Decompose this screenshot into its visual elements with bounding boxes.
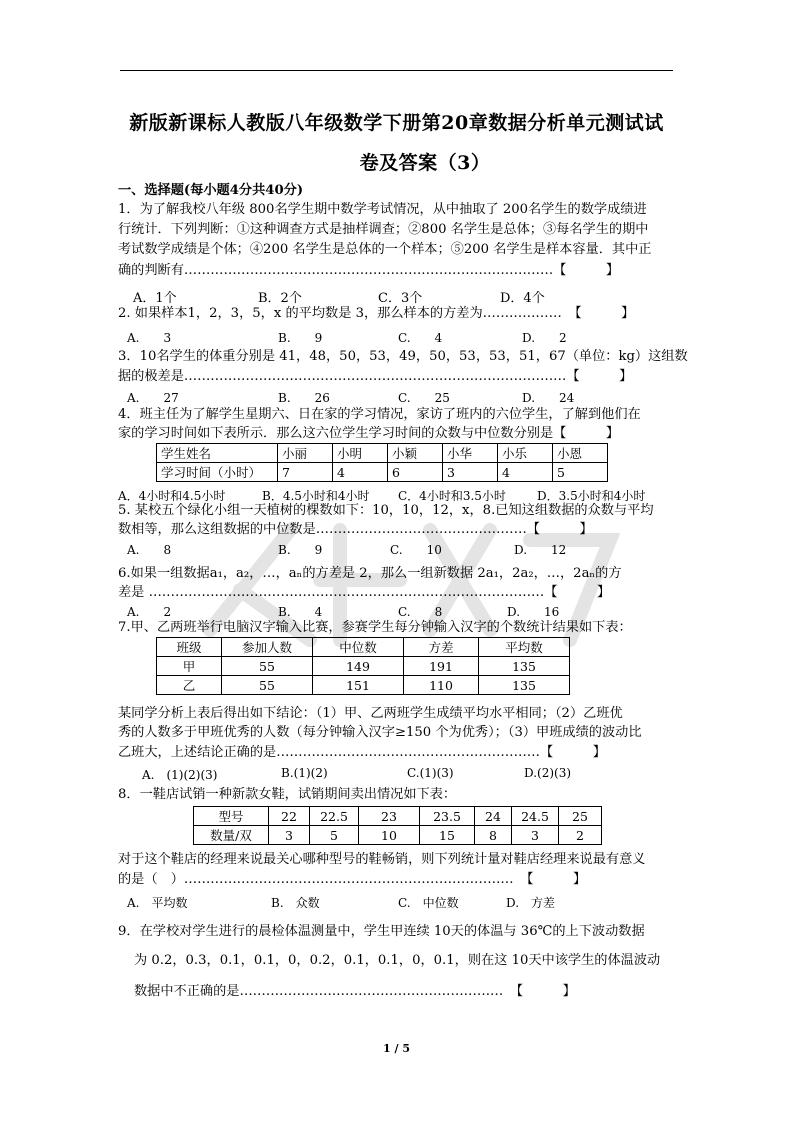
table-cell: 23 <box>359 807 420 826</box>
table-cell: 22 <box>269 807 310 826</box>
table-cell: 151 <box>313 676 404 695</box>
table-row <box>194 807 602 826</box>
q1-option-a: A．1个 <box>133 291 177 306</box>
table-cell: 3 <box>269 826 310 845</box>
table-cell: 5 <box>553 463 608 482</box>
q7-line4: 乙班大，上述结论正确的是……………………………………………………【 】 <box>118 745 606 760</box>
header-rule <box>120 70 673 71</box>
q1-option-b: B．2个 <box>258 291 302 306</box>
q5-line2: 数相等，那么这组数据的中位数是…………………………………………【 】 <box>118 522 593 537</box>
table-row <box>157 676 570 695</box>
q9-line1: 9．在学校对学生进行的晨检体温测量中，学生甲连续 10天的体温与 36℃的上下波动数据 <box>118 924 645 939</box>
q2-option-a: A. 3 <box>127 331 172 345</box>
table-cell: 135 <box>479 657 570 676</box>
table-cell: 学生姓名 <box>157 444 278 463</box>
q2-option-b: B. 9 <box>278 331 323 345</box>
table-row <box>157 444 608 463</box>
table-cell: 中位数 <box>313 638 404 657</box>
table-cell: 方差 <box>404 638 479 657</box>
q6-line1: 6.如果一组数据a₁，a₂，…，aₙ的方差是 2，那么一组新数据 2a₁，2a₂，…，2aₙ的方 <box>118 566 622 581</box>
table-cell: 小乐 <box>498 444 553 463</box>
table-cell: 4 <box>333 463 388 482</box>
table-cell: 甲 <box>157 657 222 676</box>
q8-option-d: D. 方差 <box>506 896 556 910</box>
table-cell: 6 <box>388 463 443 482</box>
table-cell: 7 <box>278 463 333 482</box>
q1-option-c: C．3个 <box>378 291 423 306</box>
table-cell: 10 <box>359 826 420 845</box>
q8-option-b: B. 众数 <box>271 896 320 910</box>
table-cell: 乙 <box>157 676 222 695</box>
table-row <box>157 657 570 676</box>
q6-option-c: C. 8 <box>398 605 443 619</box>
q7-line1: 7.甲、乙两班举行电脑汉字输入比赛，参赛学生每分钟输入汉字的个数统计结果如下表： <box>118 620 632 635</box>
q3-option-c: C. 25 <box>398 391 450 405</box>
table-cell: 22.5 <box>310 807 359 826</box>
table-row <box>157 638 570 657</box>
q3-option-d: D. 24 <box>522 391 575 405</box>
table-cell: 110 <box>404 676 479 695</box>
table-cell: 5 <box>310 826 359 845</box>
table-cell: 23.5 <box>420 807 475 826</box>
q9-line3: 数据中不正确的是…………………………………………………… 【 】 <box>134 984 576 999</box>
table-cell: 135 <box>479 676 570 695</box>
q6-line2: 差是 ………………………………………………………………………………【 】 <box>118 585 611 600</box>
q5-option-a: A. 8 <box>127 543 172 557</box>
q1-line2: 行统计．下列判断：①这种调查方式是抽样调查；②800 名学生是总体；③每名学生的期中 <box>118 222 649 237</box>
q6-option-a: A. 2 <box>127 605 172 619</box>
q4-option-b: B．4.5小时和4小时 <box>262 489 370 503</box>
table-row <box>194 826 602 845</box>
table-cell: 型号 <box>194 807 269 826</box>
table-cell: 小恩 <box>553 444 608 463</box>
table-cell: 24 <box>475 807 512 826</box>
q8-line1: 8．一鞋店试销一种新款女鞋，试销期间卖出情况如下表： <box>118 787 457 802</box>
q1-line1: 1．为了解我校八年级 800名学生期中数学考试情况，从中抽取了 200名学生的数学成绩进 <box>118 202 647 217</box>
table-cell: 小华 <box>443 444 498 463</box>
q8-line2: 对于这个鞋店的经理来说最关心哪种型号的鞋畅销，则下列统计量对鞋店经理来说最有意义 <box>118 852 646 867</box>
q7-option-b: B.(1)(2) <box>281 766 328 780</box>
table-cell: 2 <box>559 826 602 845</box>
page-number: 1 / 5 <box>383 1042 410 1055</box>
q7-option-d: D.(2)(3) <box>524 766 572 780</box>
document-title-line2: 卷及答案（3） <box>359 152 491 174</box>
q7-line2: 某同学分析上表后得出如下结论：（1）甲、乙两班学生成绩平均水平相同；（2）乙班优 <box>118 706 623 721</box>
q4-option-d: D．3.5小时和4小时 <box>537 489 646 503</box>
q7-option-c: C.(1)(3) <box>407 766 454 780</box>
table-row <box>157 463 608 482</box>
q4-option-a: A．4小时和4.5小时 <box>118 489 226 503</box>
q4-study-time-table <box>156 443 608 482</box>
table-cell: 4 <box>498 463 553 482</box>
q3-option-a: A. 27 <box>127 391 179 405</box>
q5-line1: 5. 某校五个绿化小组一天植树的棵数如下：10，10，12，x，8.已知这组数据的众数与平均 <box>118 503 654 518</box>
table-cell: 24.5 <box>512 807 559 826</box>
q1-option-d: D．4个 <box>500 291 545 306</box>
table-cell: 平均数 <box>479 638 570 657</box>
q5-option-c: C. 10 <box>390 543 442 557</box>
table-cell: 15 <box>420 826 475 845</box>
q5-option-b: B. 9 <box>278 543 323 557</box>
q4-line2: 家的学习时间如下表所示．那么这六位学生学习时间的众数与中位数分别是【 】 <box>118 426 620 441</box>
q2-option-c: C. 4 <box>398 331 443 345</box>
table-cell: 小明 <box>333 444 388 463</box>
table-cell: 55 <box>222 657 313 676</box>
q8-option-a: A. 平均数 <box>127 896 188 910</box>
table-cell: 3 <box>512 826 559 845</box>
document-title-line1: 新版新课标人教版八年级数学下册第20章数据分析单元测试试 <box>129 112 664 134</box>
q3-line1: 3．10名学生的体重分别是 41，48，50，53，49，50，53，53，51，67（单位：kg）这组数 <box>118 349 688 364</box>
table-cell: 学习时间（小时） <box>157 463 278 482</box>
q8-line3: 的是（ ）………………………………………………………………… 【 】 <box>118 872 587 887</box>
table-cell: 149 <box>313 657 404 676</box>
table-cell: 8 <box>475 826 512 845</box>
q6-option-d: D. 16 <box>507 605 560 619</box>
table-cell: 数量/双 <box>194 826 269 845</box>
table-cell: 3 <box>443 463 498 482</box>
table-cell: 班级 <box>157 638 222 657</box>
table-cell: 小丽 <box>278 444 333 463</box>
q2-line1: 2. 如果样本1，2，3，5，x 的平均数是 3，那么样本的方差为……………… 【 】 <box>118 306 635 321</box>
table-cell: 191 <box>404 657 479 676</box>
table-cell: 参加人数 <box>222 638 313 657</box>
q7-typing-contest-table <box>156 637 570 695</box>
q8-option-c: C. 中位数 <box>398 896 459 910</box>
q5-option-d: D. 12 <box>514 543 567 557</box>
q9-line2: 为 0.2，0.3，0.1，0.1，0，0.2，0.1，0.1，0，0.1，则在这 10天中该学生的体温波动 <box>134 953 661 968</box>
q3-option-b: B. 26 <box>278 391 330 405</box>
q4-line1: 4．班主任为了解学生星期六、日在家的学习情况，家访了班内的六位学生，了解到他们在 <box>118 407 641 422</box>
section-heading: 一、选择题(每小题4分共40分) <box>118 183 304 198</box>
q1-line3: 考试数学成绩是个体；④200 名学生是总体的一个样本；⑤200 名学生是样本容量．其中正 <box>118 242 652 257</box>
q7-line3: 秀的人数多于甲班优秀的人数（每分钟输入汉字≥150 个为优秀）；（3）甲班成绩的波动比 <box>118 725 642 740</box>
table-cell: 小颖 <box>388 444 443 463</box>
q8-shoe-sales-table <box>193 806 602 845</box>
q1-line4: 确的判断有…………………………………………………………………………【 】 <box>118 263 620 278</box>
q4-option-c: C．4小时和3.5小时 <box>398 489 506 503</box>
q3-line2: 据的极差是……………………………………………………………………………【 】 <box>118 369 633 384</box>
q7-option-a: A. (1)(2)(3) <box>142 768 218 782</box>
table-cell: 55 <box>222 676 313 695</box>
table-cell: 25 <box>559 807 602 826</box>
q2-option-d: D. 2 <box>522 331 567 345</box>
q6-option-b: B. 4 <box>278 605 323 619</box>
